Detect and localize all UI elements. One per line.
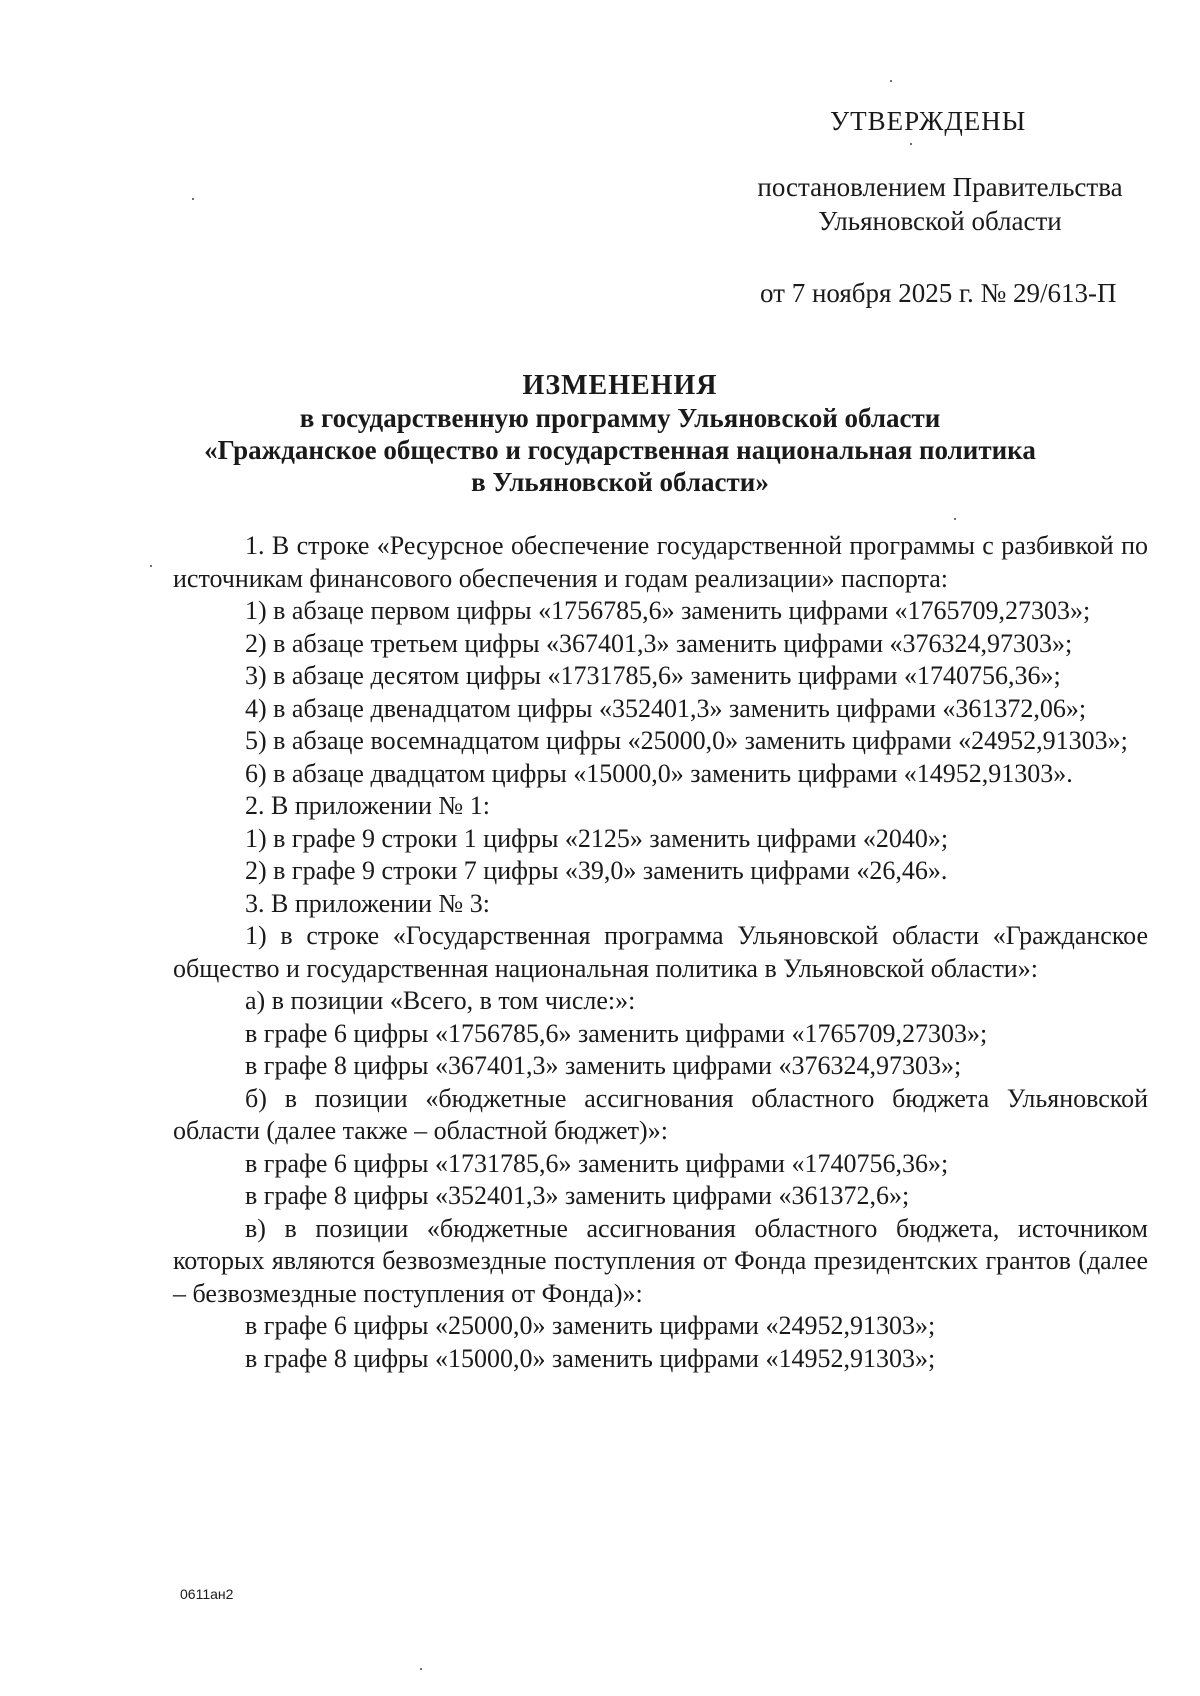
paragraph: 1) в абзаце первом цифры «1756785,6» заменить цифрами «1765709,27303»; bbox=[245, 596, 1091, 625]
paragraph: 4) в абзаце двенадцатом цифры «352401,3» заменить цифрами «361372,06»; bbox=[245, 693, 1087, 723]
heading-line-2: «Гражданское общество и государственная национальная политика bbox=[204, 435, 1036, 465]
scan-speck bbox=[954, 518, 956, 520]
paragraph: 2) в абзаце третьем цифры «367401,3» заменить цифрами «376324,97303»; bbox=[245, 628, 1073, 658]
paragraph: б) в позиции «бюджетные ассигнования областного бюджета Ульяновской области (далее также – областной бюджет)»: bbox=[173, 1083, 1148, 1145]
paragraph: в графе 8 цифры «352401,3» заменить цифрами «361372,6»; bbox=[245, 1181, 910, 1210]
paragraph: 1) в строке «Государственная программа Ульяновской области «Гражданское общество и государственная национальная политика в Ульяновской области»: bbox=[173, 921, 1148, 983]
paragraph: в графе 8 цифры «15000,0» заменить цифрами «14952,91303»; bbox=[245, 1343, 936, 1373]
document-heading bbox=[180, 370, 1060, 498]
paragraph: 1. В строке «Ресурсное обеспечение государственной программы с разбивкой по источникам финансового обеспечения и годам реализации» паспорта: bbox=[173, 531, 1148, 593]
approval-authority-line-1: постановлением Правительства bbox=[757, 172, 1123, 202]
paragraph: в графе 6 цифры «1731785,6» заменить цифрами «1740756,36»; bbox=[245, 1148, 949, 1178]
scan-speck bbox=[150, 565, 152, 567]
approval-authority bbox=[740, 170, 1140, 238]
paragraph: 6) в абзаце двадцатом цифры «15000,0» заменить цифрами «14952,91303». bbox=[245, 758, 1073, 788]
paragraph: в графе 6 цифры «1756785,6» заменить цифрами «1765709,27303»; bbox=[245, 1018, 988, 1048]
approval-title: УТВЕРЖДЕНЫ bbox=[830, 106, 1027, 136]
scan-speck bbox=[192, 198, 194, 200]
scan-speck bbox=[420, 1668, 422, 1670]
paragraph: 3) в абзаце десятом цифры «1731785,6» заменить цифрами «1740756,36»; bbox=[245, 661, 1061, 690]
heading-line-1: в государственную программу Ульяновской области bbox=[299, 403, 941, 433]
heading-title: ИЗМЕНЕНИЯ bbox=[522, 370, 718, 401]
document-code: 0611ан2 bbox=[180, 1586, 234, 1602]
heading-line-3: в Ульяновской области» bbox=[471, 467, 769, 497]
paragraph: в графе 6 цифры «25000,0» заменить цифрами «24952,91303»; bbox=[245, 1311, 936, 1340]
paragraph: 2. В приложении № 1: bbox=[245, 791, 490, 820]
paragraph: 2) в графе 9 строки 7 цифры «39,0» заменить цифрами «26,46». bbox=[245, 856, 948, 885]
scan-speck bbox=[890, 80, 892, 82]
paragraph: в) в позиции «бюджетные ассигнования областного бюджета, источником которых являются безвозмездные поступления от Фонда президентских грантов (далее – безвозмездные поступления от Фонда)»: bbox=[173, 1213, 1148, 1308]
paragraph: 5) в абзаце восемнадцатом цифры «25000,0» заменить цифрами «24952,91303»; bbox=[245, 726, 1128, 755]
document-body bbox=[173, 530, 1148, 1375]
paragraph: а) в позиции «Всего, в том числе:»: bbox=[245, 986, 636, 1015]
paragraph: 1) в графе 9 строки 1 цифры «2125» заменить цифрами «2040»; bbox=[245, 823, 949, 853]
paragraph: 3. В приложении № 3: bbox=[245, 888, 490, 918]
paragraph: в графе 8 цифры «367401,3» заменить цифрами «376324,97303»; bbox=[245, 1051, 962, 1080]
approval-authority-line-2: Ульяновской области bbox=[818, 206, 1062, 236]
scan-speck bbox=[910, 143, 912, 145]
approval-date: от 7 ноября 2025 г. № 29/613-П bbox=[760, 278, 1117, 308]
